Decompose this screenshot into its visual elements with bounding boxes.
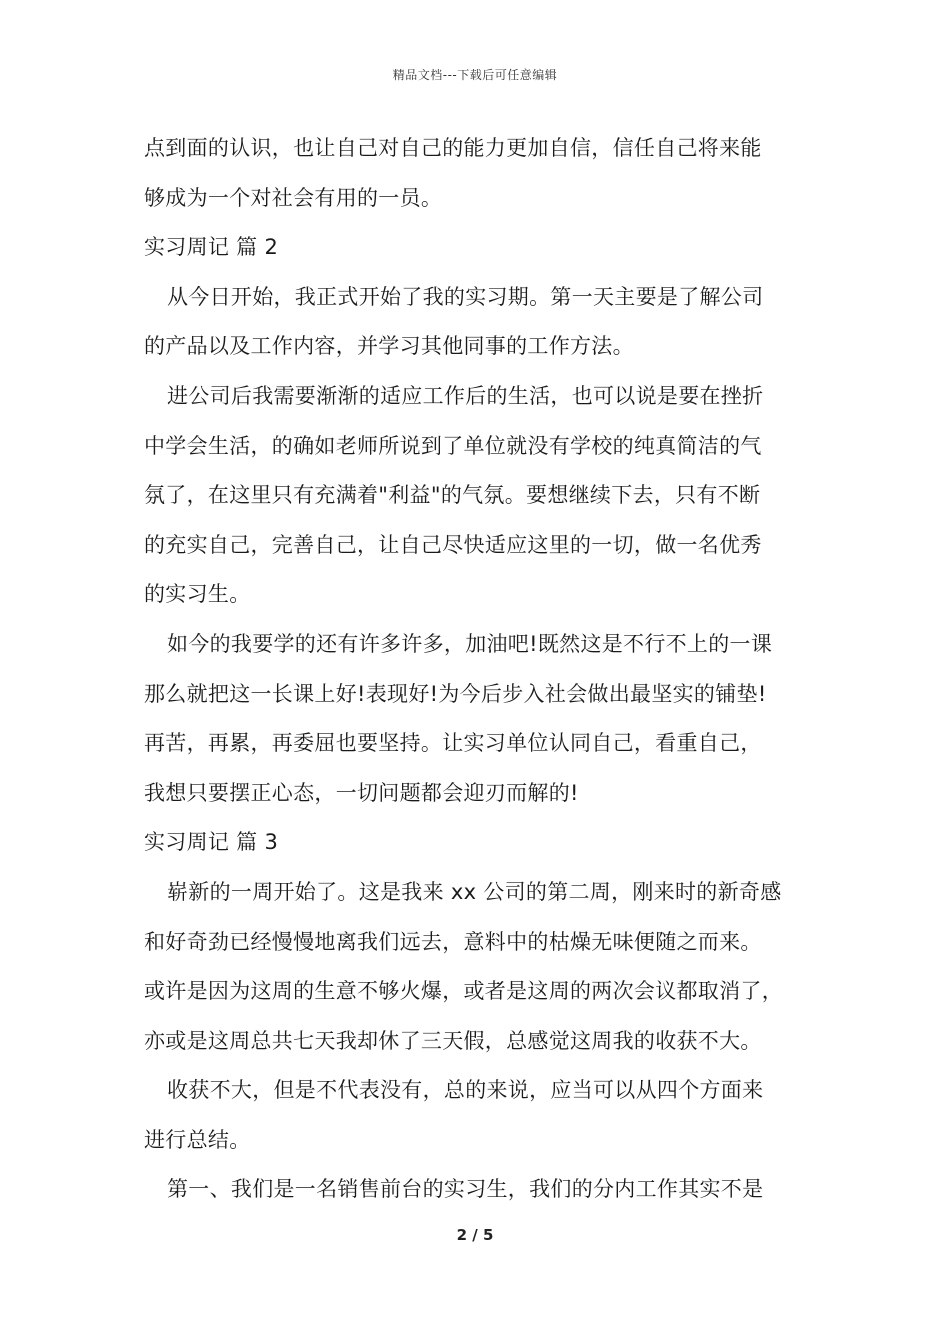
text-line: 我想只要摆正心态，一切问题都会迎刃而解的!	[144, 780, 579, 805]
text-line: 从今日开始，我正式开始了我的实习期。第一天主要是了解公司	[167, 284, 764, 309]
text-line: 再苦，再累，再委屈也要坚持。让实习单位认同自己，看重自己，	[144, 731, 762, 756]
text-line: 的产品以及工作内容，并学习其他同事的工作方法。	[144, 334, 634, 359]
text-line: 收获不大，但是不代表没有，总的来说，应当可以从四个方面来	[167, 1078, 764, 1103]
text-line: 崭新的一周开始了。这是我来 xx 公司的第二周，刚来时的新奇感	[167, 879, 782, 904]
text-line: 那么就把这一长课上好!表现好!为今后步入社会做出最坚实的铺垫!	[144, 681, 767, 706]
section-heading: 实习周记 篇 2	[144, 235, 279, 260]
text-line: 够成为一个对社会有用的一员。	[144, 185, 443, 210]
text-line: 和好奇劲已经慢慢地离我们远去，意料中的枯燥无味便随之而来。	[144, 929, 762, 954]
text-line: 氛了，在这里只有充满着"利益"的气氛。要想继续下去，只有不断	[144, 483, 761, 508]
page-number: 2 / 5	[456, 1226, 494, 1244]
text-line: 进公司后我需要渐渐的适应工作后的生活，也可以说是要在挫折	[167, 383, 764, 408]
text-line: 如今的我要学的还有许多许多，加油吧!既然这是不行不上的一课	[167, 631, 773, 656]
document-body	[144, 124, 824, 1215]
text-line: 的充实自己，完善自己，让自己尽快适应这里的一切，做一名优秀	[144, 532, 762, 557]
text-line: 的实习生。	[144, 582, 251, 607]
section-heading: 实习周记 篇 3	[144, 830, 279, 855]
text-line: 进行总结。	[144, 1127, 251, 1152]
text-line: 或许是因为这周的生意不够火爆，或者是这周的两次会议都取消了，	[144, 979, 783, 1004]
text-line: 点到面的认识，也让自己对自己的能力更加自信，信任自己将来能	[144, 136, 762, 160]
text-line: 第一、我们是一名销售前台的实习生，我们的分内工作其实不是	[167, 1177, 764, 1202]
text-line: 亦或是这周总共七天我却休了三天假，总感觉这周我的收获不大。	[144, 1028, 762, 1053]
document-header: 精品文档---下载后可任意编辑	[392, 68, 558, 82]
text-line: 中学会生活，的确如老师所说到了单位就没有学校的纯真简洁的气	[144, 433, 762, 458]
